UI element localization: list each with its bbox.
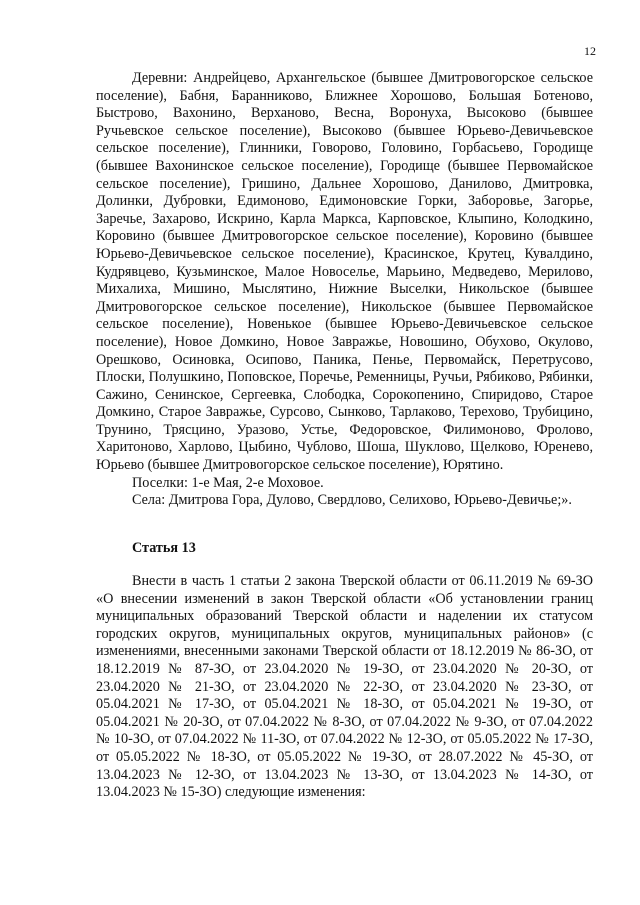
article-block xyxy=(96,573,593,802)
page-number: 12 xyxy=(584,44,596,58)
settlements-line: Поселки: 1-е Мая, 2-е Моховое. xyxy=(132,474,324,491)
selo-line: Села: Дмитрова Гора, Дулово, Свердлово, Селихово, Юрьево-Девичье;». xyxy=(132,492,572,509)
villages-paragraph: Деревни: Андрейцево, Архангельское (бывшее Дмитровогорское сельское поселение), Бабня, Баранниково, Ближнее Хорошово, Большая Ботеново, Быстрово, Вахонино, Верханово, Весна, Воронуха, Высоково (бывшее Ручьевское сельское поселение), Высоково (бывшее Юрьево-Девичьевское сельское поселение), Глинники, Говорово, Головино, Горбасьево, Городище (бывшее Вахонинское сельское поселение), Городище (бывшее Первомайское сельское поселение), Гришино, Дальнее Хорошово, Данилово, Дмитровка, Долинки, Дубровки, Едимоново, Едимоновские Горки, Заборовье, Загорье, Заречье, Захарово, Искрино, Карла Маркса, Карповское, Клыпино, Колодкино, Коровино (бывшее Дмитровогорское сельское поселение), Коровино (бывшее Юрьево-Девичьевское сельское поселение), Красинское, Крутец, Кувалдино, Кудрявцево, Кузьминское, Малое Новоселье, Марьино, Медведево, Мерилово, Михалиха, Мишино, Мыслятино, Нижние Выселки, Никольское (бывшее Дмитровогорское сельское поселение), Никольское (бывшее Первомайское сельское поселение), Новенькое (бывшее Юрьево-Девичьевское сельское поселение), Новое Домкино, Новое Завражье, Новошино, Обухово, Окулово, Орешково, Осиновка, Осипово, Паника, Пенье, Первомайск, Перетрусово, Плоски, Полушкино, Поповское, Поречье, Ременницы, Ручьи, Рябиково, Рябинки, Сажино, Сенинское, Сергеевка, Слободка, Сорокопенино, Спиридово, Старое Домкино, Старое Завражье, Сурсово, Сынково, Тарлаково, Терехово, Трубицино, Трунино, Трясцино, Уразово, Устье, Федоровское, Филимоново, Фролово, Харитоново, Харлово, Цыбино, Чублово, Шоша, Шуклово, Щелково, Юренево, Юрьево (бывшее Дмитровогорское сельское поселение), Юрятино. xyxy=(96,70,593,474)
article-heading: Статья 13 xyxy=(132,540,196,556)
article-paragraph: Внести в часть 1 статьи 2 закона Тверской области от 06.11.2019 № 69-ЗО «О внесении изменений в закон Тверской области «Об установлении границ муниципальных образований Тверской области и наделении их статусом городских округов, муниципальных округов, муниципальных районов» (с изменениями, внесенными законами Тверской области от 18.12.2019 № 86-ЗО, от 18.12.2019 № 87-ЗО, от 23.04.2020 № 19-ЗО, от 23.04.2020 № 20-ЗО, от 23.04.2020 № 21-ЗО, от 23.04.2020 № 22-ЗО, от 23.04.2020 № 23-ЗО, от 05.04.2021 № 17-ЗО, от 05.04.2021 № 18-ЗО, от 05.04.2021 № 19-ЗО, от 05.04.2021 № 20-ЗО, от 07.04.2022 № 8-ЗО, от 07.04.2022 № 9-ЗО, от 07.04.2022 № 10-ЗО, от 07.04.2022 № 11-ЗО, от 07.04.2022 № 12-ЗО, от 05.05.2022 № 17-ЗО, от 05.05.2022 № 18-ЗО, от 05.05.2022 № 19-ЗО, от 28.07.2022 № 45-ЗО, от 13.04.2023 № 12-ЗО, от 13.04.2023 № 13-ЗО, от 13.04.2023 № 14-ЗО, от 13.04.2023 № 15-ЗО) следующие изменения: xyxy=(96,573,593,801)
villages-block xyxy=(96,70,593,510)
